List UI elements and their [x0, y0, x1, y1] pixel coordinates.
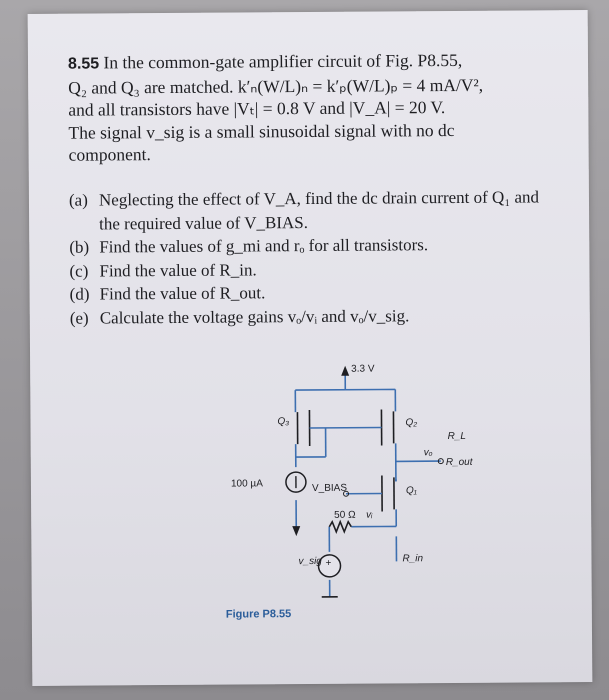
vi-label: vᵢ [366, 509, 373, 521]
part-a: (a) Neglecting the effect of V_A, find the dc drain current of Q₁ and the required value of V_BIAS. [68, 187, 540, 233]
rl-label: R_L [447, 430, 467, 443]
q3-label: Q₃ [277, 416, 290, 428]
vbias-label: V_BIAS [311, 482, 348, 494]
problem-line-1: In the common-gate amplifier circuit of Fig. P8.55, [103, 49, 463, 73]
vsig-plus-label: + [325, 557, 332, 569]
top-rail [295, 389, 395, 390]
circuit-diagram [225, 351, 477, 603]
problem-line-3: and all transistors have |Vₜ| = 0.8 V and |V_A| = 20 V. [68, 97, 446, 120]
problem-number: 8.55 [67, 55, 100, 73]
q1-label: Q₁ [405, 485, 417, 497]
problem-statement [68, 48, 554, 166]
problem-line-2: Q₂ and Q₃ are matched. k′ₙ(W/L)ₙ = k′ₚ(W/L)ₚ = 4 mA/V², [68, 74, 484, 98]
part-d: (d) Find the value of R_out. [69, 283, 266, 304]
ground-arrow-icon [292, 526, 300, 536]
vsig-label: v_sig [298, 555, 322, 568]
part-b: (b) Find the values of g_mi and rₒ for all transistors. [69, 235, 429, 257]
textbook-page [28, 10, 593, 686]
problem-line-4: The signal v_sig is a small sinusoidal signal with no dc [68, 119, 455, 143]
vo-label: vₒ [423, 447, 433, 459]
problem-parts [69, 185, 560, 329]
rsig-resistor [329, 522, 351, 532]
rin-label: R_in [402, 553, 424, 565]
rsig-label: 50 Ω [334, 509, 356, 521]
figure-label: Figure P8.55 [225, 608, 292, 621]
problem-line-5: component. [68, 144, 151, 165]
vdd-label: 3.3 V [351, 363, 375, 375]
gate-connection [310, 428, 382, 429]
rout-label: R_out [445, 456, 473, 469]
part-c: (c) Find the value of R_in. [69, 259, 257, 281]
q2-label: Q₂ [405, 417, 418, 429]
current-label: 100 µA [230, 478, 263, 490]
part-e: (e) Calculate the voltage gains vₒ/vᵢ and vₒ/v_sig. [69, 305, 410, 328]
vdd-arrow-icon [341, 366, 349, 376]
